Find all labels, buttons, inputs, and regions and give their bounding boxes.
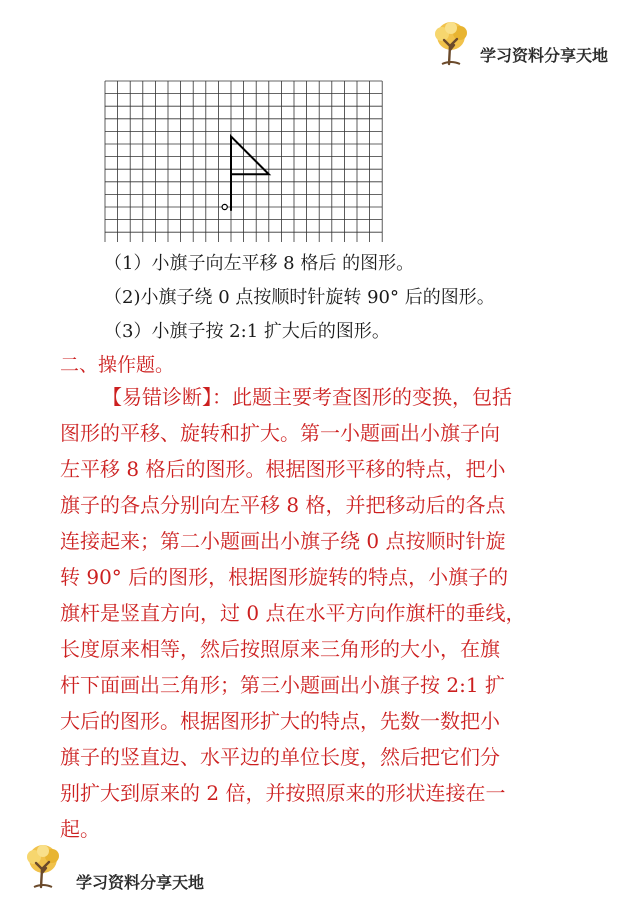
brand-name-top: 学习资料分享天地 — [480, 46, 609, 65]
analysis-line-13: 起。 — [60, 817, 100, 841]
analysis-line-4: 旗子的各点分别向左平移 8 格，并把移动后的各点 — [60, 493, 506, 517]
analysis-line-text: ：此题主要考查图形的变换，包括 — [212, 385, 512, 409]
tree-logo-icon — [20, 843, 66, 889]
analysis-line-11: 旗子的竖直边、水平边的单位长度，然后把它们分 — [60, 745, 500, 769]
analysis-line-3: 左平移 8 格后的图形。根据图形平移的特点，把小 — [60, 457, 506, 481]
analysis-line-9: 杆下面画出三角形；第三小题画出小旗子按 2:1 扩 — [60, 673, 505, 697]
analysis-line-10: 大后的图形。根据图形扩大的特点，先数一数把小 — [60, 709, 500, 733]
brand-name-bottom: 学习资料分享天地 — [76, 873, 205, 892]
grid-figure — [104, 80, 385, 242]
analysis-line-1 — [102, 386, 512, 408]
section-heading: 二、操作题。 — [60, 354, 175, 376]
question-1: （1）小旗子向左平移 8 格后 的图形。 — [104, 253, 415, 274]
point-o-marker — [222, 204, 227, 209]
analysis-line-7: 旗杆是竖直方向，过 0 点在水平方向作旗杆的垂线， — [60, 601, 526, 625]
tree-logo-icon — [428, 20, 474, 66]
analysis-line-8: 长度原来相等，然后按照原来三角形的大小，在旗 — [60, 637, 500, 661]
question-3: （3）小旗子按 2:1 扩大后的图形。 — [104, 321, 390, 342]
analysis-line-12: 别扩大到原来的 2 倍，并按照原来的形状连接在一 — [60, 781, 506, 805]
analysis-line-5: 连接起来；第二小题画出小旗子绕 0 点按顺时针旋 — [60, 529, 506, 553]
analysis-tag: 【易错诊断】 — [102, 385, 212, 409]
analysis-line-6: 转 90° 后的图形，根据图形旋转的特点，小旗子的 — [60, 565, 509, 589]
flag-triangle — [231, 136, 269, 174]
analysis-line-2: 图形的平移、旋转和扩大。第一小题画出小旗子向 — [60, 421, 500, 445]
question-2: （2)小旗子绕 0 点按顺时针旋转 90° 后的图形。 — [104, 287, 495, 308]
